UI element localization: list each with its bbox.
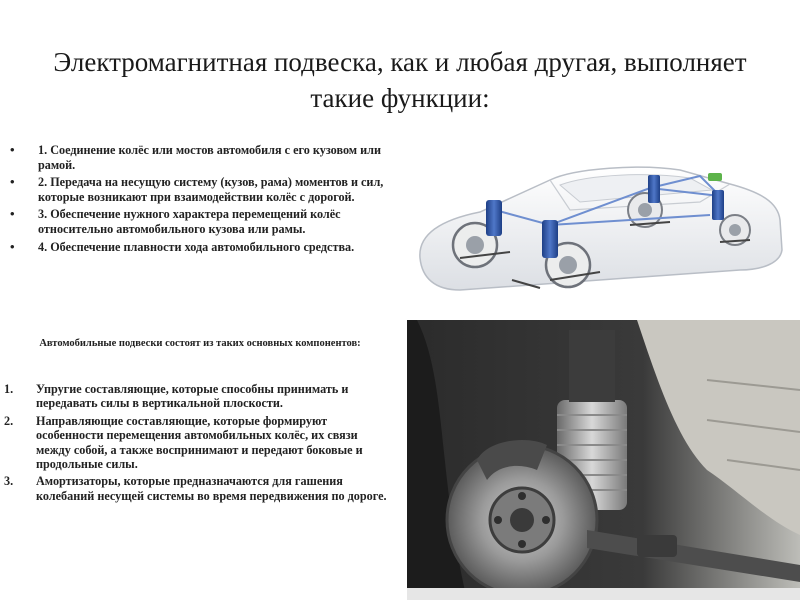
function-item: • 1. Соединение колёс или мостов автомобиля с его кузовом или рамой. (10, 142, 382, 172)
front-left-strut (486, 200, 502, 236)
item-number: 3. (4, 474, 14, 489)
components-list (4, 382, 394, 506)
components-heading: Автомобильные подвески состоят из таких основных компонентов: (39, 338, 361, 349)
component-item (4, 414, 394, 472)
item-number: 2. (4, 413, 14, 428)
function-item: • 3. Обеспечение нужного характера перемещений колёс относительно автомобильного кузова или рамы. (10, 206, 341, 236)
bullet-icon: • (10, 142, 15, 157)
function-item: • 2. Передача на несущую систему (кузов, рама) моментов и сил, которые возникают при взаимодействии колёс с дорогой. (10, 174, 384, 204)
functions-list (10, 143, 395, 257)
slide-title: Электромагнитная подвеска, как и любая другая, выполняет такие функции: (53, 47, 747, 113)
item-text: Направляющие составляющие, которые формируют особенности перемещения автомобильных колёс, их связи между собой, а также воспринимают и передают боковые и продольные силы. (36, 413, 363, 472)
bullet-icon: • (10, 174, 15, 190)
item-number: 1. (4, 382, 14, 396)
front-right-strut (542, 220, 558, 258)
suspension-photo (407, 320, 800, 600)
component-item (4, 382, 394, 411)
bullet-icon: • (10, 238, 15, 254)
function-item: • 4. Обеспечение плавности хода автомобильного средства. (10, 238, 355, 254)
item-text: Амортизаторы, которые предназначаются для гашения колебаний несущей системы во время передвижения по дороге. (36, 474, 387, 503)
car-suspension-illustration (400, 140, 800, 310)
rear-right-strut (712, 190, 724, 220)
item-text: Упругие составляющие, которые способны принимать и передавать силы в вертикальной плоскости. (36, 382, 349, 411)
component-item (4, 474, 394, 503)
rear-left-strut (648, 175, 660, 203)
bullet-icon: • (10, 206, 15, 222)
control-unit (708, 173, 722, 181)
